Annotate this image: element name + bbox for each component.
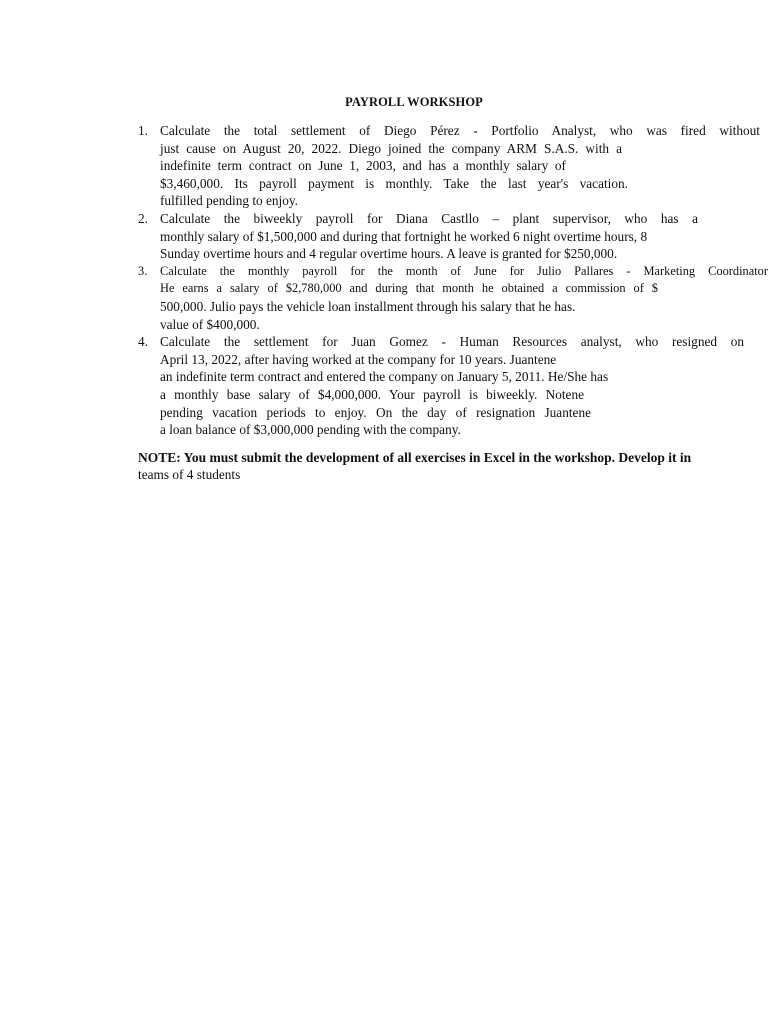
- item-number: 3.: [138, 263, 148, 278]
- item-text: [160, 263, 768, 333]
- item-number: 1.: [138, 123, 148, 138]
- item-line: $3,460,000. Its payroll payment is monthly. Take the last year's vacation.: [160, 175, 628, 191]
- item-text: [160, 210, 768, 263]
- item-text: [160, 333, 768, 439]
- item-line: fulfilled pending to enjoy.: [160, 193, 298, 209]
- item-number: 2.: [138, 210, 148, 226]
- page-title: PAYROLL WORKSHOP: [345, 95, 483, 109]
- item-line: a loan balance of $3,000,000 pending with the company.: [160, 422, 461, 438]
- item-line: April 13, 2022, after having worked at the company for 10 years. Juantene: [160, 351, 557, 367]
- note-bold-text: NOTE: You must submit the development of all exercises in Excel in the workshop. Develop it in: [138, 450, 692, 465]
- item-line: monthly salary of $1,500,000 and during that fortnight he worked 6 night overtime hours, 8: [160, 228, 648, 244]
- item-line: value of $400,000.: [160, 316, 260, 332]
- list-item: [138, 333, 768, 439]
- exercise-list: [138, 122, 768, 439]
- item-line: Calculate the monthly payroll for the month of June for Julio Pallares - Marketing Coordinator: [160, 263, 768, 278]
- item-line: indefinite term contract on June 1, 2003, and has a monthly salary of: [160, 158, 566, 174]
- item-line: Calculate the settlement for Juan Gomez - Human Resources analyst, who resigned on: [160, 334, 744, 350]
- note-paragraph: [138, 450, 768, 483]
- note-text: teams of 4 students: [138, 467, 241, 482]
- list-item: [138, 263, 768, 333]
- item-number: 4.: [138, 334, 148, 350]
- item-line: Calculate the biweekly payroll for Diana Castllo – plant supervisor, who has a: [160, 210, 698, 226]
- item-line: an indefinite term contract and entered the company on January 5, 2011. He/She has: [160, 369, 609, 385]
- item-line: 500,000. Julio pays the vehicle loan installment through his salary that he has.: [160, 298, 576, 314]
- item-line: He earns a salary of $2,780,000 and during that month he obtained a commission of $: [160, 281, 658, 296]
- item-text: [160, 122, 768, 210]
- item-line: just cause on August 20, 2022. Diego joined the company ARM S.A.S. with a: [160, 140, 622, 156]
- item-line: pending vacation periods to enjoy. On the day of resignation Juantene: [160, 404, 591, 420]
- list-item: [138, 210, 768, 263]
- item-line: Calculate the total settlement of Diego Pérez - Portfolio Analyst, who was fired without: [160, 123, 760, 138]
- item-line: Sunday overtime hours and 4 regular overtime hours. A leave is granted for $250,000.: [160, 246, 618, 262]
- item-line: a monthly base salary of $4,000,000. Your payroll is biweekly. Notene: [160, 386, 584, 402]
- list-item: [138, 122, 768, 210]
